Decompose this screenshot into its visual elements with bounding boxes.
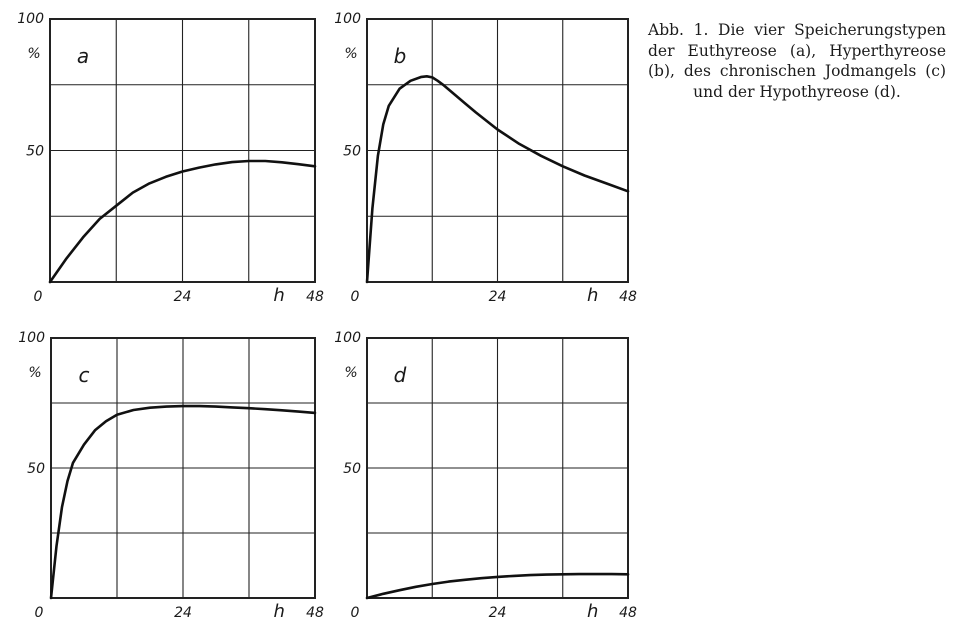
x-unit-label: h [586, 285, 599, 306]
x-unit-label: h [273, 285, 285, 306]
panel-label: a [76, 44, 90, 68]
chart-panel-b [334, 11, 637, 306]
panel-label: c [78, 363, 90, 387]
figure-caption: Abb. 1. Die vier Speicherungstypen der Euthyreose (a), Hyperthyreose (b), des chronischen Jodmangels (c) und der Hypothyreose (d). [648, 21, 946, 101]
y-tick-label: 50 [343, 461, 361, 477]
y-tick-label: 100 [334, 11, 361, 27]
chart-panel-a [17, 11, 324, 306]
x-tick-label: 48 [619, 289, 637, 305]
y-unit-label: % [344, 46, 358, 62]
panel-label: b [393, 44, 407, 68]
x-unit-label: h [273, 601, 285, 622]
y-tick-label: 50 [26, 143, 44, 160]
y-tick-label: 50 [27, 461, 45, 477]
x-tick-label: 24 [173, 289, 192, 305]
x-tick-label: 0 [350, 605, 360, 621]
x-tick-label: 0 [33, 289, 43, 305]
panel-label: d [393, 363, 407, 387]
y-tick-label: 100 [18, 330, 45, 346]
x-tick-label: 0 [34, 605, 44, 621]
chart-panel-c [18, 330, 324, 622]
chart-panel-d [334, 330, 637, 622]
x-tick-label: 24 [488, 605, 507, 621]
x-tick-label: 48 [619, 605, 637, 621]
x-tick-label: 0 [350, 289, 360, 305]
x-unit-label: h [586, 601, 599, 622]
y-tick-label: 50 [343, 143, 361, 160]
y-tick-label: 100 [17, 11, 44, 27]
y-unit-label: % [344, 365, 358, 381]
x-tick-label: 48 [306, 289, 324, 305]
y-tick-label: 100 [334, 330, 361, 346]
x-tick-label: 24 [488, 289, 507, 305]
x-tick-label: 24 [174, 605, 192, 621]
x-tick-label: 48 [306, 605, 324, 621]
y-unit-label: % [27, 46, 41, 62]
y-unit-label: % [28, 365, 42, 381]
